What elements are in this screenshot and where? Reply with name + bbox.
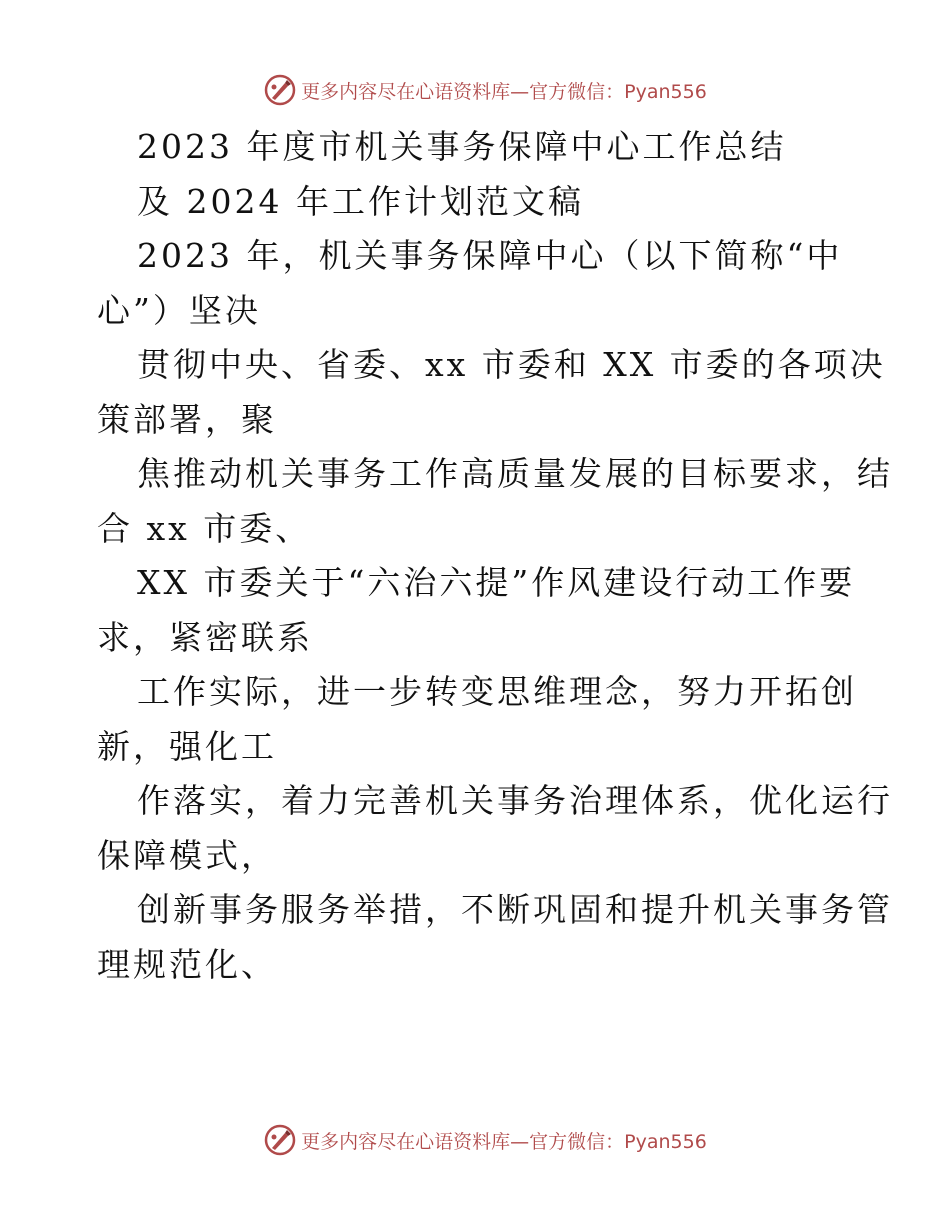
paragraph-line: 心”）坚决: [97, 290, 261, 330]
paragraph-line: 求，紧密联系: [97, 617, 313, 657]
document-body: [97, 120, 893, 992]
paragraph-line: 2023 年，机关事务保障中心（以下简称“中: [137, 236, 843, 275]
watermark-group: [263, 73, 707, 107]
paragraph-line: 焦推动机关事务工作高质量发展的目标要求，结: [137, 454, 893, 493]
paragraph-line: 保障模式，: [97, 835, 277, 875]
title-line-1: 2023 年度市机关事务保障中心工作总结: [137, 127, 787, 166]
paragraph-line: 创新事务服务举措，不断巩固和提升机关事务管: [137, 890, 893, 929]
watermark-text: 更多内容尽在心语资料库—官方微信：Pyan556: [301, 1130, 707, 1153]
header-watermark: [0, 70, 950, 110]
paragraph-line: 合 xx 市委、: [97, 508, 312, 548]
paragraph-line: 新，强化工: [97, 726, 277, 766]
paragraph-line: 策部署，聚: [97, 399, 277, 439]
paragraph-line: 理规范化、: [97, 944, 277, 984]
watermark-text: 更多内容尽在心语资料库—官方微信：Pyan556: [301, 80, 707, 103]
paragraph-line: 工作实际，进一步转变思维理念，努力开拓创: [137, 672, 857, 711]
pen-seal-icon: [263, 73, 297, 107]
paragraph-line: 贯彻中央、省委、xx 市委和 XX 市委的各项决: [137, 345, 886, 384]
title-line-2: 及 2024 年工作计划范文稿: [137, 181, 584, 221]
pen-seal-icon: [263, 1123, 297, 1157]
footer-watermark: [0, 1120, 950, 1160]
watermark-group: [263, 1123, 707, 1157]
paragraph-line: XX 市委关于“六治六提”作风建设行动工作要: [137, 563, 856, 602]
paragraph-line: 作落实，着力完善机关事务治理体系，优化运行: [137, 781, 893, 820]
